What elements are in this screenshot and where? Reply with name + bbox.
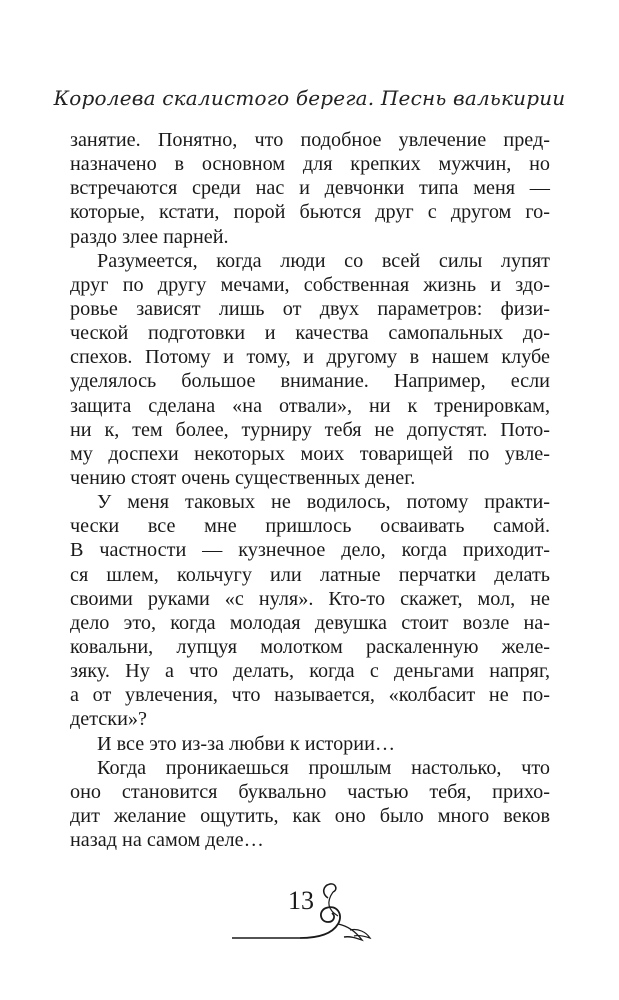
text-line: уделялось большое внимание. Например, если: [70, 370, 550, 393]
text-line: Когда проникаешься прошлым настолько, что: [97, 756, 550, 779]
body-text: [70, 128, 550, 852]
text-line: ни к, тем более, турниру тебя не допустят. Пото-: [70, 418, 550, 441]
text-line: занятие. Понятно, что подобное увлечение пред-: [70, 129, 550, 151]
text-line: дело это, когда молодая девушка стоит возле на-: [70, 611, 550, 634]
text-line: В частности — кузнечное дело, когда приходит-: [70, 539, 550, 562]
text-line: а от увлечения, что называется, «колбасит не по-: [70, 684, 550, 707]
text-line: зяку. Ну а что делать, когда с деньгами напряг,: [70, 660, 550, 683]
running-title: Королева скалистого берега. Песнь валькирии: [53, 86, 566, 110]
text-line: Разумеется, когда люди со всей силы лупят: [97, 249, 550, 272]
text-line: спехов. Потому и тому, и другому в нашем клубе: [70, 346, 550, 369]
text-line: У меня таковых не водилось, потому практи-: [97, 491, 550, 514]
text-line: ся шлем, кольчугу или латные перчатки делать: [70, 563, 550, 586]
text-line: чески все мне пришлось осваивать самой.: [70, 515, 550, 538]
text-line: назад на самом деле…: [70, 829, 264, 852]
text-line: встречаются среди нас и девчонки типа меня —: [70, 177, 550, 200]
text-line: назначено в основном для крепких мужчин, но: [70, 153, 550, 176]
text-line: детски»?: [70, 708, 147, 731]
text-line: И все это из-за любви к истории…: [97, 732, 396, 755]
text-line: своими руками «с нуля». Кто-то скажет, мол, не: [70, 587, 550, 610]
text-line: чению стоят очень существенных денег.: [70, 466, 416, 489]
text-line: оно становится буквально частью тебя, прихо-: [70, 780, 550, 803]
text-line: друг по другу мечами, собственная жизнь и здо-: [70, 273, 550, 296]
text-line: ческой подготовки и качества самопальных до-: [70, 322, 550, 345]
text-line: ковальни, лупцуя молотком раскаленную желе-: [70, 635, 550, 658]
text-line: которые, кстати, порой бьются друг с другом го-: [70, 201, 550, 224]
page-footer: [0, 880, 619, 950]
page-number: 13: [288, 886, 314, 915]
text-line: дит желание ощутить, как оно было много веков: [70, 804, 550, 827]
text-line: защита сделана «на отвали», ни к тренировкам,: [70, 394, 550, 417]
text-line: раздо злее парней.: [70, 225, 229, 248]
text-line: му доспехи некоторых моих товарищей по увле-: [70, 442, 550, 465]
text-line: ровье зависят лишь от двух параметров: физи-: [70, 297, 550, 320]
